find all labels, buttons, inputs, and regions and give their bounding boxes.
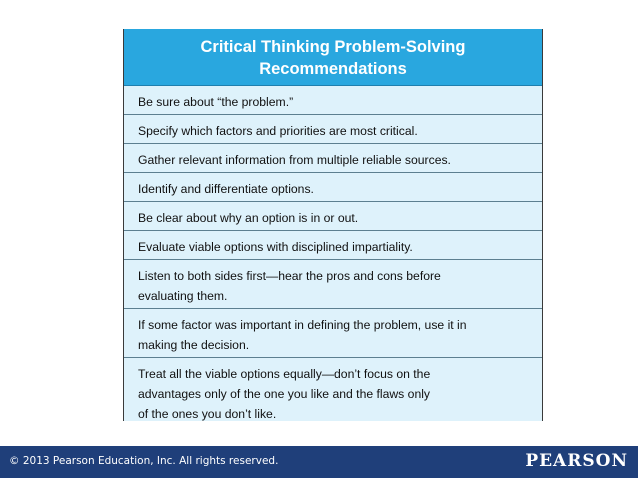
table-header [124, 29, 542, 86]
row-text: Evaluate viable options with disciplined impartiality. [138, 240, 413, 254]
table-row [124, 358, 542, 421]
row-text: Gather relevant information from multiple reliable sources. [138, 153, 451, 167]
row-text: Be clear about why an option is in or out. [138, 211, 359, 225]
table-row [124, 260, 542, 309]
recommendations-table [123, 29, 543, 421]
copyright-text: © 2013 Pearson Education, Inc. All rights reserved. [9, 455, 279, 467]
row-text: advantages only of the one you like and the flaws only [138, 387, 431, 401]
row-text: If some factor was important in defining the problem, use it in [138, 318, 467, 332]
row-text: of the ones you don’t like. [138, 407, 277, 421]
row-text: Specify which factors and priorities are most critical. [138, 124, 418, 138]
table-title-line-1: Critical Thinking Problem-Solving [200, 38, 466, 56]
pearson-logo: PEARSON [525, 451, 628, 471]
row-text: Identify and differentiate options. [138, 182, 314, 196]
footer-bar [0, 446, 638, 478]
table-row [124, 309, 542, 358]
table-row [124, 202, 542, 231]
row-text: evaluating them. [138, 289, 228, 303]
row-text: Listen to both sides first—hear the pros and cons before [138, 269, 441, 283]
row-text: Be sure about “the problem.” [138, 95, 294, 109]
table-row [124, 173, 542, 202]
table-row [124, 231, 542, 260]
table-title-line-2: Recommendations [259, 60, 407, 78]
row-text: Treat all the viable options equally—don’t focus on the [138, 367, 431, 381]
table-row [124, 86, 542, 115]
table-row [124, 144, 542, 173]
row-text: making the decision. [138, 338, 250, 352]
table-row [124, 115, 542, 144]
